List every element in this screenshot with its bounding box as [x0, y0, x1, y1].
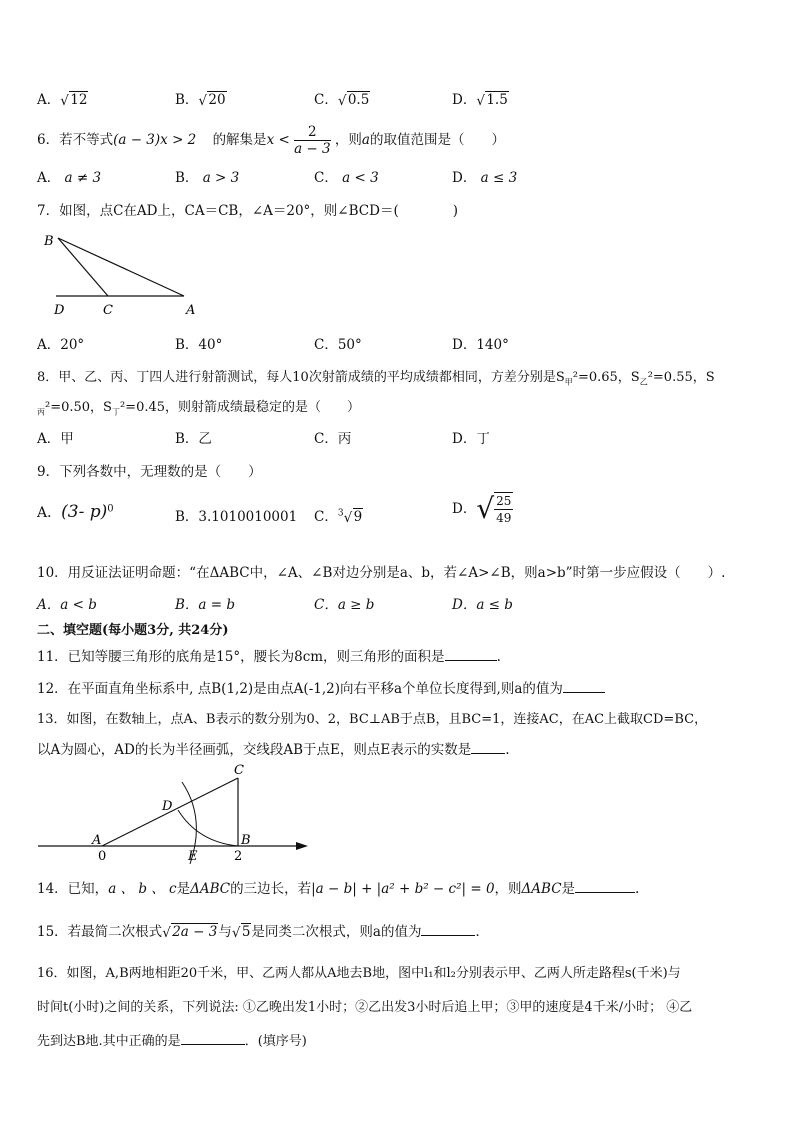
q9-option-c: C．$^3$ √ 9 — [314, 508, 363, 526]
q8-option-c: C．丙 — [314, 431, 352, 447]
q13-label-b: B — [241, 833, 251, 848]
q7-figure — [38, 228, 198, 320]
section-2-heading: 二、填空题(每小题3分, 共24分) — [37, 623, 229, 638]
question-16-line1: 16．如图，A,B两地相距20千米，甲、乙两人都从A地去B地，图中l₁和l₂分别表示甲、乙两人所走路程s(千米)与 — [37, 966, 681, 981]
q5-option-d: D． √ 1.5 — [452, 92, 508, 109]
q11-answer-blank[interactable] — [445, 648, 497, 661]
question-11: 11．已知等腰三角形的底角是15°，腰长为8cm，则三角形的面积是 . — [37, 649, 501, 665]
question-13-line2: 以A为圆心，AD的长为半径画弧，交线段AB于点E，则点E表示的实数是 . — [37, 742, 510, 758]
q13-answer-blank[interactable] — [471, 741, 505, 754]
q9-option-a: A．(3- p)$^0$ — [37, 502, 114, 522]
q7-label-c: C — [103, 303, 113, 318]
question-8-line2: $_丙$²=0.50，$S_丁^2=0.45$，则射箭成绩最稳定的是（ ） — [37, 400, 361, 417]
question-16-line3: 先到达B地.其中正确的是 ．(填序号) — [37, 1034, 307, 1049]
q13-label-a: A — [92, 833, 102, 848]
q7-label-d: D — [54, 303, 65, 318]
question-10: 10．用反证法证明命题：“在ΔABC中，∠A、∠B对边分别是a、b，若∠A>∠B，则a>b”时第一步应假设（ ）. — [37, 565, 726, 581]
q5-option-c: C． √ 0.5 — [314, 92, 370, 109]
question-13-line1: 13．如图，在数轴上，点A、B表示的数分别为0、2，BC⊥AB于点B，且BC=1，连接AC，在AC上截取CD=BC， — [37, 712, 708, 727]
q8-option-d: D．丁 — [452, 431, 490, 447]
q7-option-a: A．20° — [37, 337, 85, 353]
question-7: 7．如图，点C在AD上，CA＝CB，∠A＝20°，则∠BCD＝( ) — [37, 203, 458, 219]
question-14: 14．已知，a 、 b 、 c是ΔABC的三边长，若|a − b| + |a² + b² − c²| = 0，则ΔABC是 . — [37, 881, 640, 897]
q9-option-b: B．3.1010010001 — [175, 509, 298, 525]
question-6: 6．若不等式(a − 3)x > 2 的解集是x < $\frac{2}{a - 3}$ ，则a的取值范围是（ ） — [37, 124, 505, 157]
q7-label-a: A — [186, 303, 196, 318]
question-16-line2: 时间t(小时)之间的关系，下列说法: ①乙晚出发1小时；②乙出发3小时后追上甲；③甲的速度是4千米/小时； ④乙 — [37, 1000, 693, 1015]
q13-label-zero: 0 — [98, 849, 107, 864]
question-15: 15．若最简二次根式 √ 2a − 3与 √ 5是同类二次根式，则a的值为 ． — [37, 924, 489, 941]
q7-label-b: B — [44, 234, 54, 249]
q13-label-d: D — [162, 799, 173, 814]
q8-option-a: A．甲 — [37, 431, 74, 447]
q10-option-b: B．a = b — [175, 597, 236, 613]
q12-answer-blank[interactable] — [563, 680, 605, 693]
q6-option-c: C． a < 3 — [314, 170, 379, 186]
q15-answer-blank[interactable] — [421, 923, 475, 936]
question-12: 12．在平面直角坐标系中, 点B(1,2)是由点A(-1,2)向右平移a个单位长度得到,则a的值为 — [37, 677, 605, 697]
q7-option-c: C．50° — [314, 337, 362, 353]
q5-option-b: B． √ 20 — [175, 92, 226, 109]
q10-option-c: C．a ≥ b — [314, 597, 375, 613]
q13-figure — [38, 760, 310, 864]
q10-option-d: D．a ≤ b — [452, 597, 513, 613]
q9-option-d: D．√ $\frac{25}{49}$ — [452, 492, 512, 525]
q6-option-b: B． a > 3 — [175, 170, 240, 186]
q16-answer-blank[interactable] — [181, 1032, 245, 1045]
q14-answer-blank[interactable] — [575, 880, 635, 893]
q13-label-c: C — [234, 763, 244, 778]
q10-option-a: A．a < b — [37, 597, 97, 613]
q7-option-d: D．140° — [452, 337, 509, 353]
q13-label-e: E — [188, 849, 198, 864]
question-8-line1: 8．甲、乙、丙、丁四人进行射箭测试，每人10次射箭成绩的平均成绩都相同，方差分别是$S_甲^2=0.65$，$S_乙^2=0.55$，S — [37, 370, 715, 387]
question-9: 9．下列各数中，无理数的是（ ） — [37, 464, 262, 480]
q6-option-a: A． a ≠ 3 — [37, 170, 102, 186]
q6-option-d: D． a ≤ 3 — [452, 170, 518, 186]
q5-option-a: A． √ 12 — [37, 92, 88, 109]
q8-option-b: B．乙 — [175, 431, 212, 447]
q7-option-b: B．40° — [175, 337, 223, 353]
q13-label-two: 2 — [234, 849, 243, 864]
